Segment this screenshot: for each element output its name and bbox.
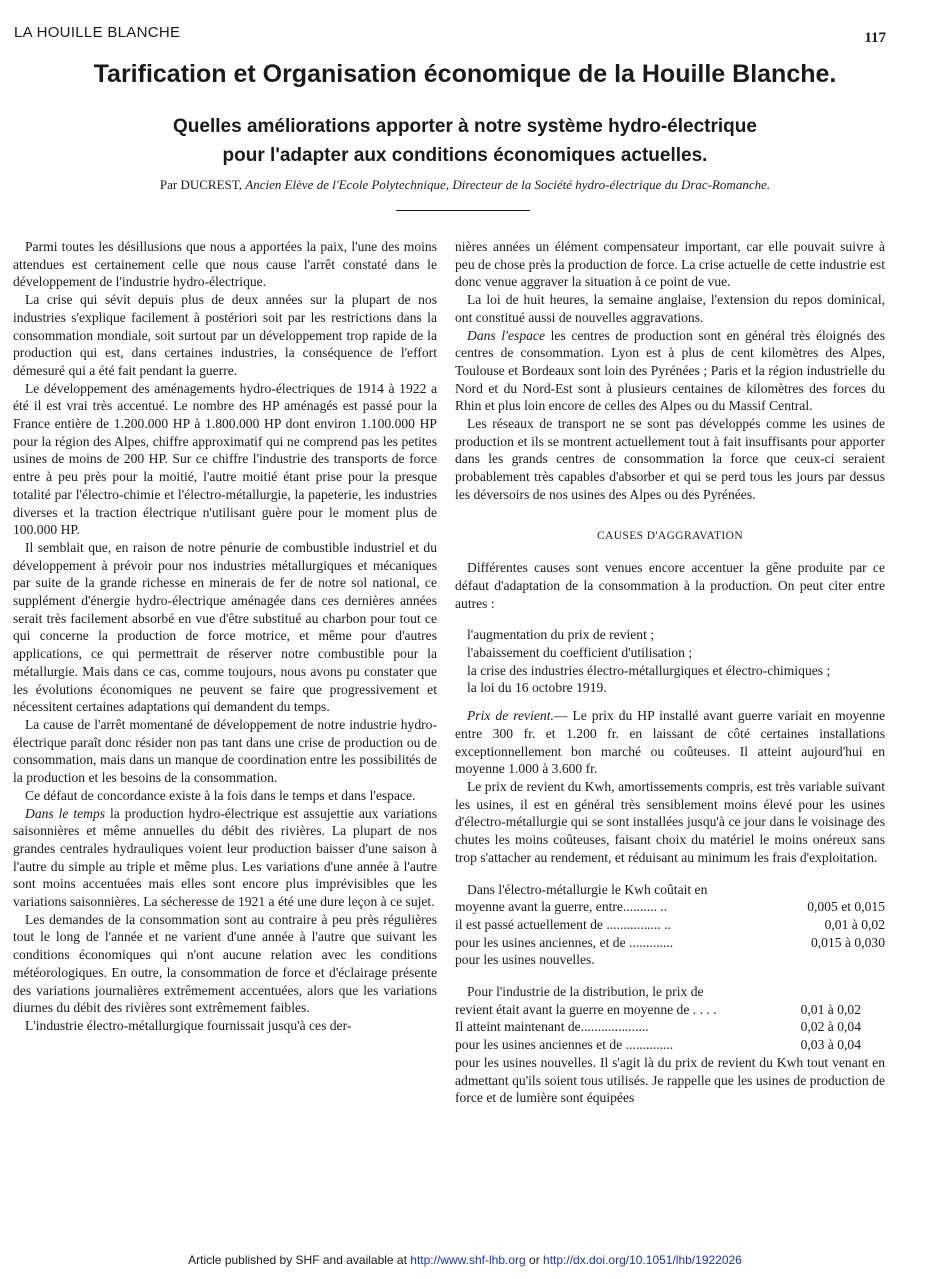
byline-author: Par DUCREST, — [159, 177, 242, 192]
page-number: 117 — [864, 30, 886, 46]
subtitle-line-2: pour l'adapter aux conditions économiques actuelles. — [222, 145, 708, 166]
temps-text: la production hydro-électrique est assujettie aux variations saisonnières et même annuelles du débit des rivières. La plupart de nos grandes centrales hydrauliques voient leur production baisser d'une saison à l'autre du simple au triple et même plus. Les variations d'une année à l'autre sont moins accentuées mais elles sont encore plus imprévisibles que les variations saisonnières. La sécheresse de 1921 a été une dure leçon à ce sujet. — [13, 805, 437, 910]
paragraph-prix — [455, 707, 885, 778]
title-rule — [396, 210, 530, 211]
prix-text: — Le prix du HP installé avant guerre variait en moyenne entre 300 fr. et 1.200 fr. en laissant de côté certaines installations exceptionnellement bon marché ou coûteuses. Il atteint aujourd'hui en moyenne 1.000 à 3.600 fr. — [455, 708, 885, 777]
paragraph: Il semblait que, en raison de notre pénurie de combustible industriel et du développement à prévoir pour nos industries métallurgiques et mécaniques par suite de la grande richesse en minerais de fer de notre sol national, ce supplément d'énergie hydro-électrique aménagée dans ces dernières années serait très facilement absorbé en vue d'être substitué au charbon pour tout ce qui concerne la production de force motrice, et même pour d'autres applications, ce qui permettrait de réserver notre combustible pour la métallurgie. Mais dans ce cas, comme toujours, nous avons pu constater que les évolutions économiques ne peuvent se faire que progressivement et nécessitent certaines adaptations qui demandent du temps. — [13, 539, 437, 715]
article-title: Tarification et Organisation économique de la Houille Blanche. — [93, 60, 837, 88]
footer-or: or — [529, 1253, 540, 1267]
paragraph: L'industrie électro-métallurgique fournissait jusqu'à ces der- — [25, 1017, 352, 1033]
metal-tail: pour les usines nouvelles. — [455, 952, 595, 968]
row-label: pour les usines anciennes et de .............. — [455, 1037, 674, 1053]
list-item: l'abaissement du coefficient d'utilisation ; — [467, 645, 693, 661]
paragraph: Parmi toutes les désillusions que nous a apportées la paix, l'une des moins attendues est certainement celle que nous cause l'arrêt constaté dans le développement de l'industrie hydro-électrique. — [13, 239, 437, 290]
metal-price-table — [455, 881, 885, 970]
row-label: pour les usines anciennes, et de ............. — [455, 934, 674, 950]
paragraph: Le prix de revient du Kwh, amortissements compris, est très variable suivant les usines, il est en général très sensiblement moins élevé pour les usines d'électro-métallurgie qui se sont installées jusqu'à ce jour dans le voisinage des chutes les moins coûteuses, faisant choix du matériel le moins onéreux sans trop s'attacher au rendement, et réduisant au minimum les frais d'exploitation. — [455, 778, 885, 865]
subtitle-line-1: Quelles améliorations apporter à notre système hydro-électrique — [173, 116, 757, 137]
table-row — [455, 1018, 885, 1036]
row-value: 0,005 et 0,015 — [807, 899, 885, 915]
running-head: LA HOUILLE BLANCHE — [14, 24, 181, 41]
causes-list — [455, 626, 885, 697]
table-row — [455, 1036, 885, 1054]
distribution-price-table — [455, 983, 885, 1107]
list-item: la loi du 16 octobre 1919. — [467, 680, 607, 696]
article-subtitle — [0, 112, 930, 170]
row-label: il est passé actuellement de ................ .. — [455, 916, 671, 932]
paragraph: Les demandes de la consommation sont au contraire à peu près régulières tout le long de l'année et ne varient d'une année à l'autre que suivant les conditions économiques qui n'ont aucune relation avec les conditions météorologiques. En outre, la consommation de force et d'éclairage présente des variations journalières extrêmement accentuées, alors que les variations diurnes du débit des rivières sont extrêmement faibles. — [13, 911, 437, 1016]
paragraph: La loi de huit heures, la semaine anglaise, l'extension du repos dominical, ont constitué aussi de nouvelles aggravations. — [455, 292, 885, 325]
table-row — [455, 916, 885, 934]
paragraph: La cause de l'arrêt momentané de développement de notre industrie hydro-électrique paraît donc résider non pas tant dans une crise de production ou de consommation, mais dans un manque de coordination entre les possibilités de la production et les besoins de la consommation. — [13, 716, 437, 786]
list-item: la crise des industries électro-métallurgiques et électro-chimiques ; — [467, 662, 831, 678]
table-row — [455, 1001, 885, 1019]
paragraph: La crise qui sévit depuis plus de deux années sur la plupart de nos industries s'explique facilement à postériori soit par les restrictions dans la consommation mondiale, soit surtout par un développement trop rapide de la production qui est, dans certaines industries, la conséquence de l'effort démesuré qui a été fait pendant la guerre. — [13, 292, 437, 378]
byline-role: Ancien Elève de l'Ecole Polytechnique, Directeur de la Société hydro-électrique du Drac-Romanche. — [245, 177, 771, 192]
row-label: Il atteint maintenant de.................... — [455, 1019, 649, 1035]
paragraph: Ce défaut de concordance existe à la fois dans le temps et dans l'espace. — [25, 787, 416, 803]
row-label: revient était avant la guerre en moyenne de . . . . — [455, 1001, 717, 1017]
left-column — [13, 238, 437, 1035]
byline — [0, 177, 930, 193]
temps-label: Dans le temps — [25, 805, 106, 821]
paragraph-espace — [455, 327, 885, 416]
paragraph-temps — [13, 805, 437, 911]
row-label: moyenne avant la guerre, entre.......... .. — [455, 899, 668, 915]
table-row — [455, 898, 885, 916]
footer-link-doi[interactable]: http://dx.doi.org/10.1051/lhb/1922026 — [543, 1253, 742, 1267]
footer-prefix: Article published by SHF and available at — [188, 1253, 407, 1267]
espace-text: les centres de production sont en général très éloignés des centres de consommation. Lyon est à plus de cent kilomètres des Alpes, Toulouse et Bordeaux sont loin des Pyrénées ; Paris et la région industrielle du Nord et du Nord-Est sont à plusieurs centaines de kilomètres des forces du Rhin et plus loin encore de celles des Alpes ou du Massif Central. — [455, 327, 885, 414]
footer — [0, 1253, 930, 1267]
metal-intro: Dans l'électro-métallurgie le Kwh coûtait en — [467, 881, 708, 897]
paragraph: Le développement des aménagements hydro-électriques de 1914 à 1922 a été il est vrai très accentué. Le nombre des HP aménagés est passé pour la France entière de 1.200.000 HP à 1.800.000 HP dont environ 1.100.000 HP pour la région des Alpes, chiffre approximatif qui ne comprend pas les petites usines de moins de 200 HP. Sur ce chiffre l'industrie des transports de force entre à peu près pour la moitié, l'autre moitié étant prise pour la presque totalité par l'électro-chimie et l'électro-métallurgie, la papeterie, les industries diverses et la traction électrique n'utilisant guère pour le moment plus de 100.000 HP. — [13, 380, 437, 538]
paragraph-continuation: nières années un élément compensateur important, car elle pouvait suivre à peu de chose près la production de force. La crise actuelle de cette industrie est donc venue aggraver la situation à ce point de vue. — [455, 239, 885, 290]
section-heading: CAUSES D'AGGRAVATION — [596, 529, 744, 542]
row-value: 0,03 à 0,04 — [800, 1037, 861, 1053]
distrib-intro: Pour l'industrie de la distribution, le prix de — [467, 984, 704, 1000]
row-value: 0,01 à 0,02 — [824, 916, 885, 932]
footer-link-shf[interactable]: http://www.shf-lhb.org — [410, 1253, 526, 1267]
row-value: 0,015 à 0,030 — [810, 934, 885, 950]
espace-label: Dans l'espace — [467, 327, 545, 343]
paragraph: Différentes causes sont venues encore accentuer la gêne produite par ce défaut d'adaptation de la consommation à la production. On peut citer entre autres : — [455, 560, 885, 611]
right-column — [455, 238, 885, 1107]
list-item: l'augmentation du prix de revient ; — [467, 627, 655, 643]
table-row — [455, 934, 885, 952]
paragraph: Les réseaux de transport ne se sont pas développés comme les usines de production et ils se montrent actuellement tout à fait insuffisants pour apporter dans les grands centres de consommation la force que ceux-ci seraient probablement très capables d'absorber et qui se perd tous les jours par dessus les déversoirs de nos usines des Alpes ou des Pyrénées. — [455, 416, 885, 502]
prix-label: Prix de revient. — [467, 708, 554, 724]
row-value: 0,01 à 0,02 — [800, 1001, 861, 1017]
row-value: 0,02 à 0,04 — [800, 1019, 861, 1035]
distrib-tail: pour les usines nouvelles. Il s'agit là du prix de revient du Kwh tout venant en admettant qu'ils soient tous utilisés. Je rappelle que les usines de production de force et de lumière sont équipées — [455, 1054, 885, 1106]
